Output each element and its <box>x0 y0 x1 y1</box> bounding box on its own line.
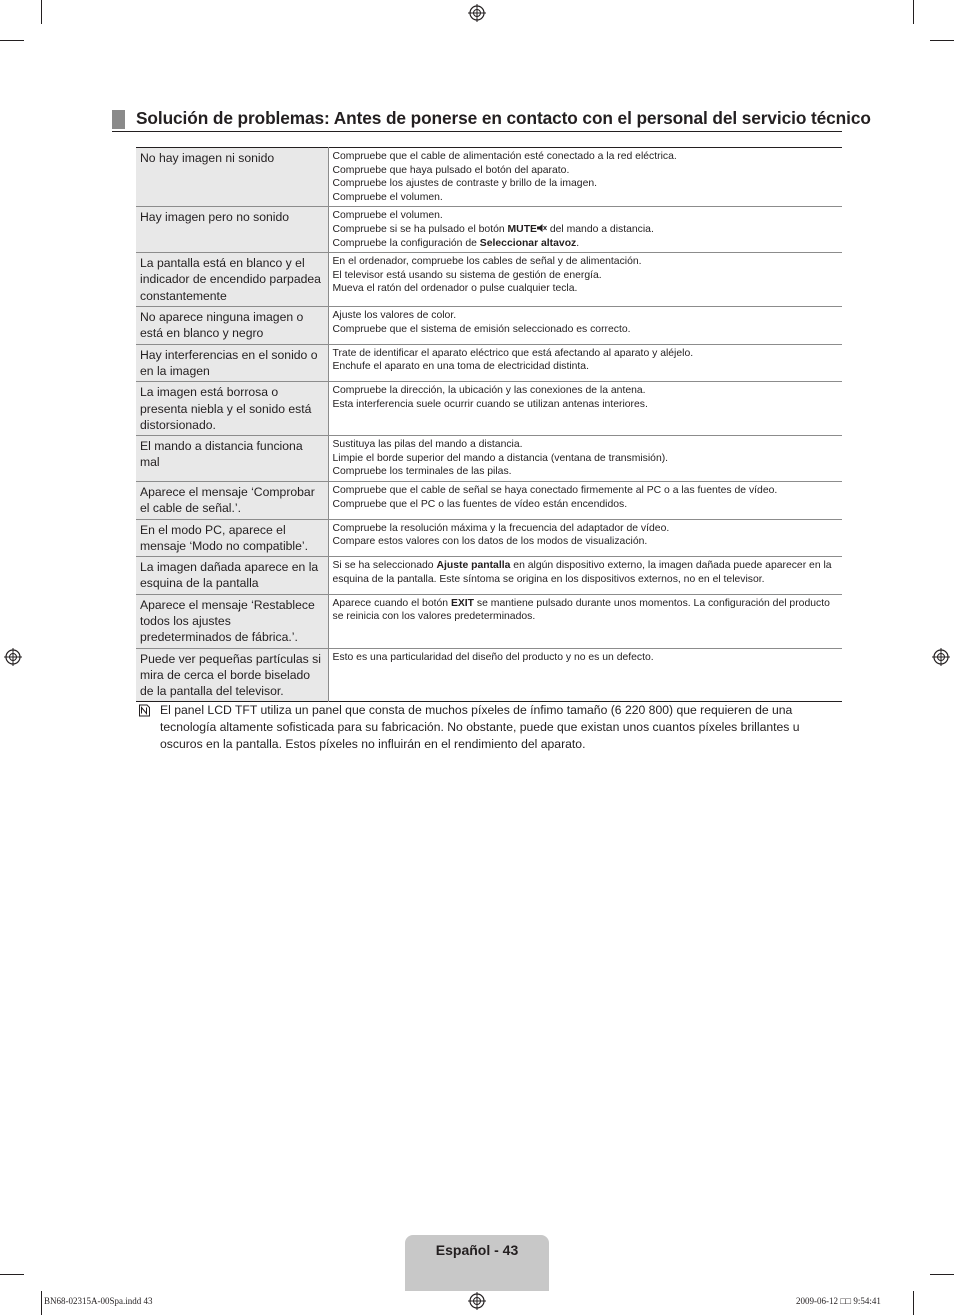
symptom-cell: No aparece ninguna imagen o está en blanco y negro <box>136 307 328 345</box>
crop-mark <box>41 1291 42 1315</box>
table-row <box>136 148 842 207</box>
solution-cell <box>328 253 842 307</box>
crop-mark <box>0 1274 24 1275</box>
solution-cell <box>328 519 842 557</box>
solution-line: Ajuste los valores de color. <box>332 310 457 322</box>
solution-line: Aparece cuando el botón EXIT se mantiene pulsado durante unos momentos. La configuración del producto se reinicia con los valores predeterminados. <box>332 597 830 623</box>
solution-line: Mueva el ratón del ordenador o pulse cualquier tecla. <box>332 283 578 295</box>
solution-line: Compruebe los terminales de las pilas. <box>332 466 512 478</box>
table-row <box>136 436 842 482</box>
symptom-cell: La imagen dañada aparece en la esquina de la pantalla <box>136 557 328 595</box>
symptom-cell: Puede ver pequeñas partículas si mira de cerca el borde biselado de la pantalla del televisor. <box>136 648 328 702</box>
symptom-cell: Hay imagen pero no sonido <box>136 207 328 253</box>
solution-line: El televisor está usando su sistema de gestión de energía. <box>332 269 602 281</box>
menu-option-name: Ajuste pantalla <box>436 560 511 572</box>
symptom-cell: Hay interferencias en el sonido o en la imagen <box>136 344 328 382</box>
solution-line: Limpie el borde superior del mando a distancia (ventana de transmisión). <box>332 452 669 464</box>
note-text: El panel LCD TFT utiliza un panel que consta de muchos píxeles de ínfimo tamaño (6 220 800) que requieren de una tecnología altamente sofisticada para su fabricación. No obstante, puede que existan unos cuantos píxeles brillantes u oscuros en la pantalla. Estos píxeles no influirán en el rendimiento del aparato. <box>160 703 800 751</box>
table-row <box>136 307 842 345</box>
solution-line: Compruebe el volumen. <box>332 210 443 222</box>
table-row <box>136 594 842 648</box>
solution-cell <box>328 557 842 595</box>
symptom-cell: La imagen está borrosa o presenta niebla y el sonido está distorsionado. <box>136 382 328 436</box>
solution-line: Trate de identificar el aparato eléctrico que está afectando al aparato y aléjelo. <box>332 347 694 359</box>
solution-cell <box>328 344 842 382</box>
table-row <box>136 253 842 307</box>
table-row <box>136 481 842 519</box>
solution-line: Compruebe que el cable de alimentación esté conectado a la red eléctrica. <box>332 151 677 162</box>
footer-filename: BN68-02315A-00Spa.indd 43 <box>44 1296 153 1306</box>
solution-line: Esto es una particularidad del diseño del producto y no es un defecto. <box>332 651 654 663</box>
solution-line: Compruebe que el PC o las fuentes de vídeo están encendidos. <box>332 498 628 510</box>
crop-mark <box>930 40 954 41</box>
note-paragraph <box>138 702 808 753</box>
footer-timestamp: 2009-06-12 □□ 9:54:41 <box>796 1296 881 1306</box>
registration-mark-icon <box>468 4 486 22</box>
symptom-cell: Aparece el mensaje ‘Comprobar el cable de señal.’. <box>136 481 328 519</box>
button-name: EXIT <box>450 597 475 609</box>
note-icon <box>138 704 151 717</box>
solution-line: En el ordenador, compruebe los cables de señal y de alimentación. <box>332 256 642 268</box>
symptom-cell: La pantalla está en blanco y el indicador de encendido parpadea constantemente <box>136 253 328 307</box>
table-row <box>136 519 842 557</box>
symptom-cell: En el modo PC, aparece el mensaje ‘Modo no compatible’. <box>136 519 328 557</box>
solution-line: Compruebe que haya pulsado el botón del aparato. <box>332 164 570 176</box>
page-number-tab <box>405 1235 549 1291</box>
solution-cell <box>328 382 842 436</box>
solution-line: Sustituya las pilas del mando a distancia. <box>332 439 523 451</box>
solution-cell <box>328 307 842 345</box>
symptom-cell: No hay imagen ni sonido <box>136 148 328 207</box>
solution-cell <box>328 648 842 702</box>
table-row <box>136 557 842 595</box>
solution-line: Esta interferencia suele ocurrir cuando se utilizan antenas interiores. <box>332 398 648 410</box>
table-row <box>136 344 842 382</box>
registration-mark-icon <box>932 648 950 666</box>
crop-mark <box>913 0 914 24</box>
solution-line: Compruebe que el cable de señal se haya conectado firmemente al PC o a las fuentes de vídeo. <box>332 484 778 496</box>
solution-cell <box>328 436 842 482</box>
registration-mark-icon <box>468 1292 486 1310</box>
section-header <box>112 107 871 132</box>
mute-icon <box>537 223 547 233</box>
troubleshooting-table <box>136 147 842 702</box>
page-title: Solución de problemas: Antes de ponerse en contacto con el personal del servicio técnico <box>136 108 871 128</box>
solution-line: Compare estos valores con los datos de los modos de visualización. <box>332 536 648 548</box>
table-row <box>136 382 842 436</box>
solution-cell <box>328 594 842 648</box>
solution-line: Compruebe que el sistema de emisión seleccionado es correcto. <box>332 323 631 335</box>
solution-line: Compruebe los ajustes de contraste y brillo de la imagen. <box>332 178 598 190</box>
solution-cell <box>328 481 842 519</box>
table-row <box>136 207 842 253</box>
solution-line: Si se ha seleccionado Ajuste pantalla en algún dispositivo externo, la imagen dañada puede aparecer en la esquina de la pantalla. Este síntoma se origina en los dispositivos externos, no en el televisor. <box>332 560 832 585</box>
crop-mark <box>0 40 24 41</box>
mute-button-name: MUTE <box>507 223 537 235</box>
solution-line: Compruebe la configuración de Seleccionar altavoz. <box>332 237 580 249</box>
solution-line: Compruebe la dirección, la ubicación y las conexiones de la antena. <box>332 385 646 397</box>
solution-cell <box>328 207 842 253</box>
page-number: Español - 43 <box>435 1242 519 1258</box>
symptom-cell: El mando a distancia funciona mal <box>136 436 328 482</box>
title-marker <box>112 110 125 129</box>
solution-line: Compruebe la resolución máxima y la frecuencia del adaptador de vídeo. <box>332 522 670 534</box>
table-row <box>136 648 842 702</box>
symptom-cell: Aparece el mensaje ‘Restablece todos los ajustes predeterminados de fábrica.’. <box>136 594 328 648</box>
registration-mark-icon <box>4 648 22 666</box>
crop-mark <box>930 1274 954 1275</box>
solution-cell <box>328 148 842 207</box>
crop-mark <box>913 1291 914 1315</box>
crop-mark <box>41 0 42 24</box>
solution-line: Compruebe el volumen. <box>332 191 443 203</box>
solution-line: Compruebe si se ha pulsado el botón MUTE del mando a distancia. <box>332 223 654 235</box>
solution-line: Enchufe el aparato en una toma de electricidad distinta. <box>332 361 589 373</box>
menu-option-name: Seleccionar altavoz <box>479 237 577 249</box>
